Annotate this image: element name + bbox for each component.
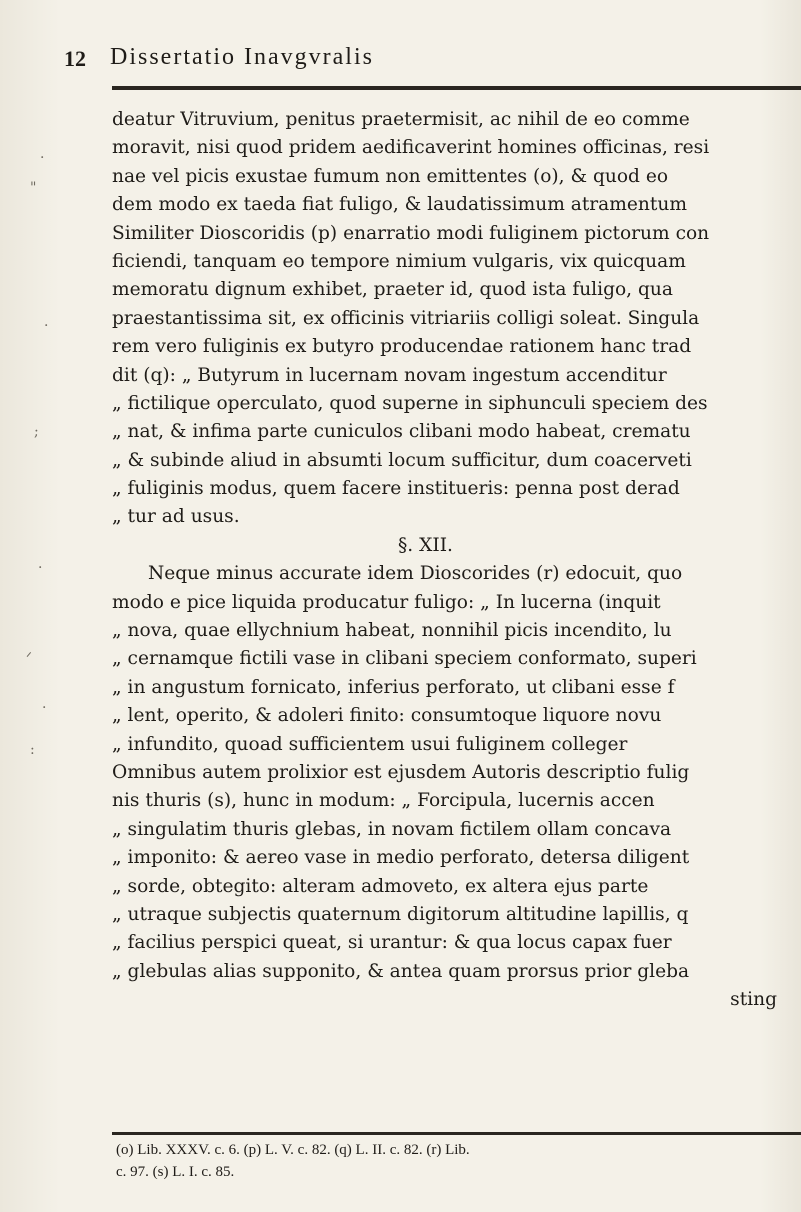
- header-rule: [112, 86, 801, 90]
- text-line: „ imponito: & aereo vase in medio perforato, detersa diligent: [112, 847, 690, 869]
- margin-bleed-through: · " · ; · ᐟ · :: [26, 150, 49, 758]
- section-heading: §. XII.: [398, 534, 453, 556]
- footnote-rule: [112, 1132, 801, 1135]
- page-header: [64, 44, 801, 80]
- text-line: „ sorde, obtegito: alteram admoveto, ex altera ejus parte: [112, 875, 649, 897]
- text-line: „ & subinde aliud in absumti locum sufficitur, dum coacerveti: [112, 449, 692, 471]
- text-line: nae vel picis exustae fumum non emittentes (o), & quod eo: [112, 165, 669, 187]
- footnote-line: c. 97. (s) L. I. c. 85.: [116, 1164, 235, 1180]
- text-line: ficiendi, tanquam eo tempore nimium vulgaris, vix quicquam: [112, 250, 686, 272]
- text-line: „ lent, operito, & adoleri finito: consumtoque liquore novu: [112, 705, 662, 727]
- text-line: „ infundito, quoad sufficientem usui fuliginem colleger: [112, 733, 628, 755]
- text-line: rem vero fuliginis ex butyro producendae rationem hanc trad: [112, 336, 692, 358]
- text-line: „ singulatim thuris glebas, in novam fictilem ollam concava: [112, 818, 672, 840]
- text-line: „ nova, quae ellychnium habeat, nonnihil picis incendito, lu: [112, 620, 672, 642]
- running-head: Dissertatio Inavgvralis: [110, 44, 374, 70]
- text-line: „ utraque subjectis quaternum digitorum altitudine lapillis, q: [112, 903, 689, 925]
- text-line: dem modo ex taeda fiat fuligo, & laudatissimum atramentum: [112, 194, 687, 216]
- text-line: „ facilius perspici queat, si urantur: & qua locus capax fuer: [112, 932, 672, 954]
- text-line: „ in angustum fornicato, inferius perforato, ut clibani esse f: [112, 676, 675, 698]
- text-line: Similiter Dioscoridis (p) enarratio modi fuliginem pictorum con: [112, 222, 710, 244]
- text-line: dit (q): „ Butyrum in lucernam novam ingestum accenditur: [112, 364, 667, 386]
- text-line: memoratu dignum exhibet, praeter id, quod ista fuligo, qua: [112, 279, 673, 301]
- footnote-line: (o) Lib. XXXV. c. 6. (p) L. V. c. 82. (q) L. II. c. 82. (r) Lib.: [116, 1142, 470, 1158]
- text-line: Neque minus accurate idem Dioscorides (r) edocuit, quo: [148, 563, 683, 585]
- text-line: deatur Vitruvium, penitus praetermisit, ac nihil de eo comme: [112, 109, 690, 130]
- text-line: praestantissima sit, ex officinis vitriariis colligi soleat. Singula: [112, 307, 700, 329]
- text-line: „ fuliginis modus, quem facere institueris: penna post derad: [112, 478, 680, 500]
- text-line: „ glebulas alias supponito, & antea quam prorsus prior gleba: [112, 960, 690, 982]
- text-line: „ cernamque fictili vase in clibani speciem conformato, superi: [112, 648, 697, 670]
- footnotes: [116, 1139, 801, 1183]
- text-line: „ fictilique operculato, quod superne in siphunculi speciem des: [112, 392, 708, 414]
- text-line: Omnibus autem prolixior est ejusdem Autoris descriptio fulig: [112, 761, 690, 783]
- text-line: „ nat, & infima parte cuniculos clibani modo habeat, crematu: [112, 421, 691, 443]
- page-number: 12: [64, 46, 86, 71]
- body-text: [112, 106, 801, 1136]
- text-line: nis thuris (s), hunc in modum: „ Forcipula, lucernis accen: [112, 790, 655, 812]
- text-line: moravit, nisi quod pridem aedificaverint homines officinas, resi: [112, 137, 710, 159]
- text-line: modo e pice liquida producatur fuligo: „ In lucerna (inquit: [112, 591, 661, 613]
- catchword: sting: [730, 989, 777, 1011]
- text-line: „ tur ad usus.: [112, 506, 240, 528]
